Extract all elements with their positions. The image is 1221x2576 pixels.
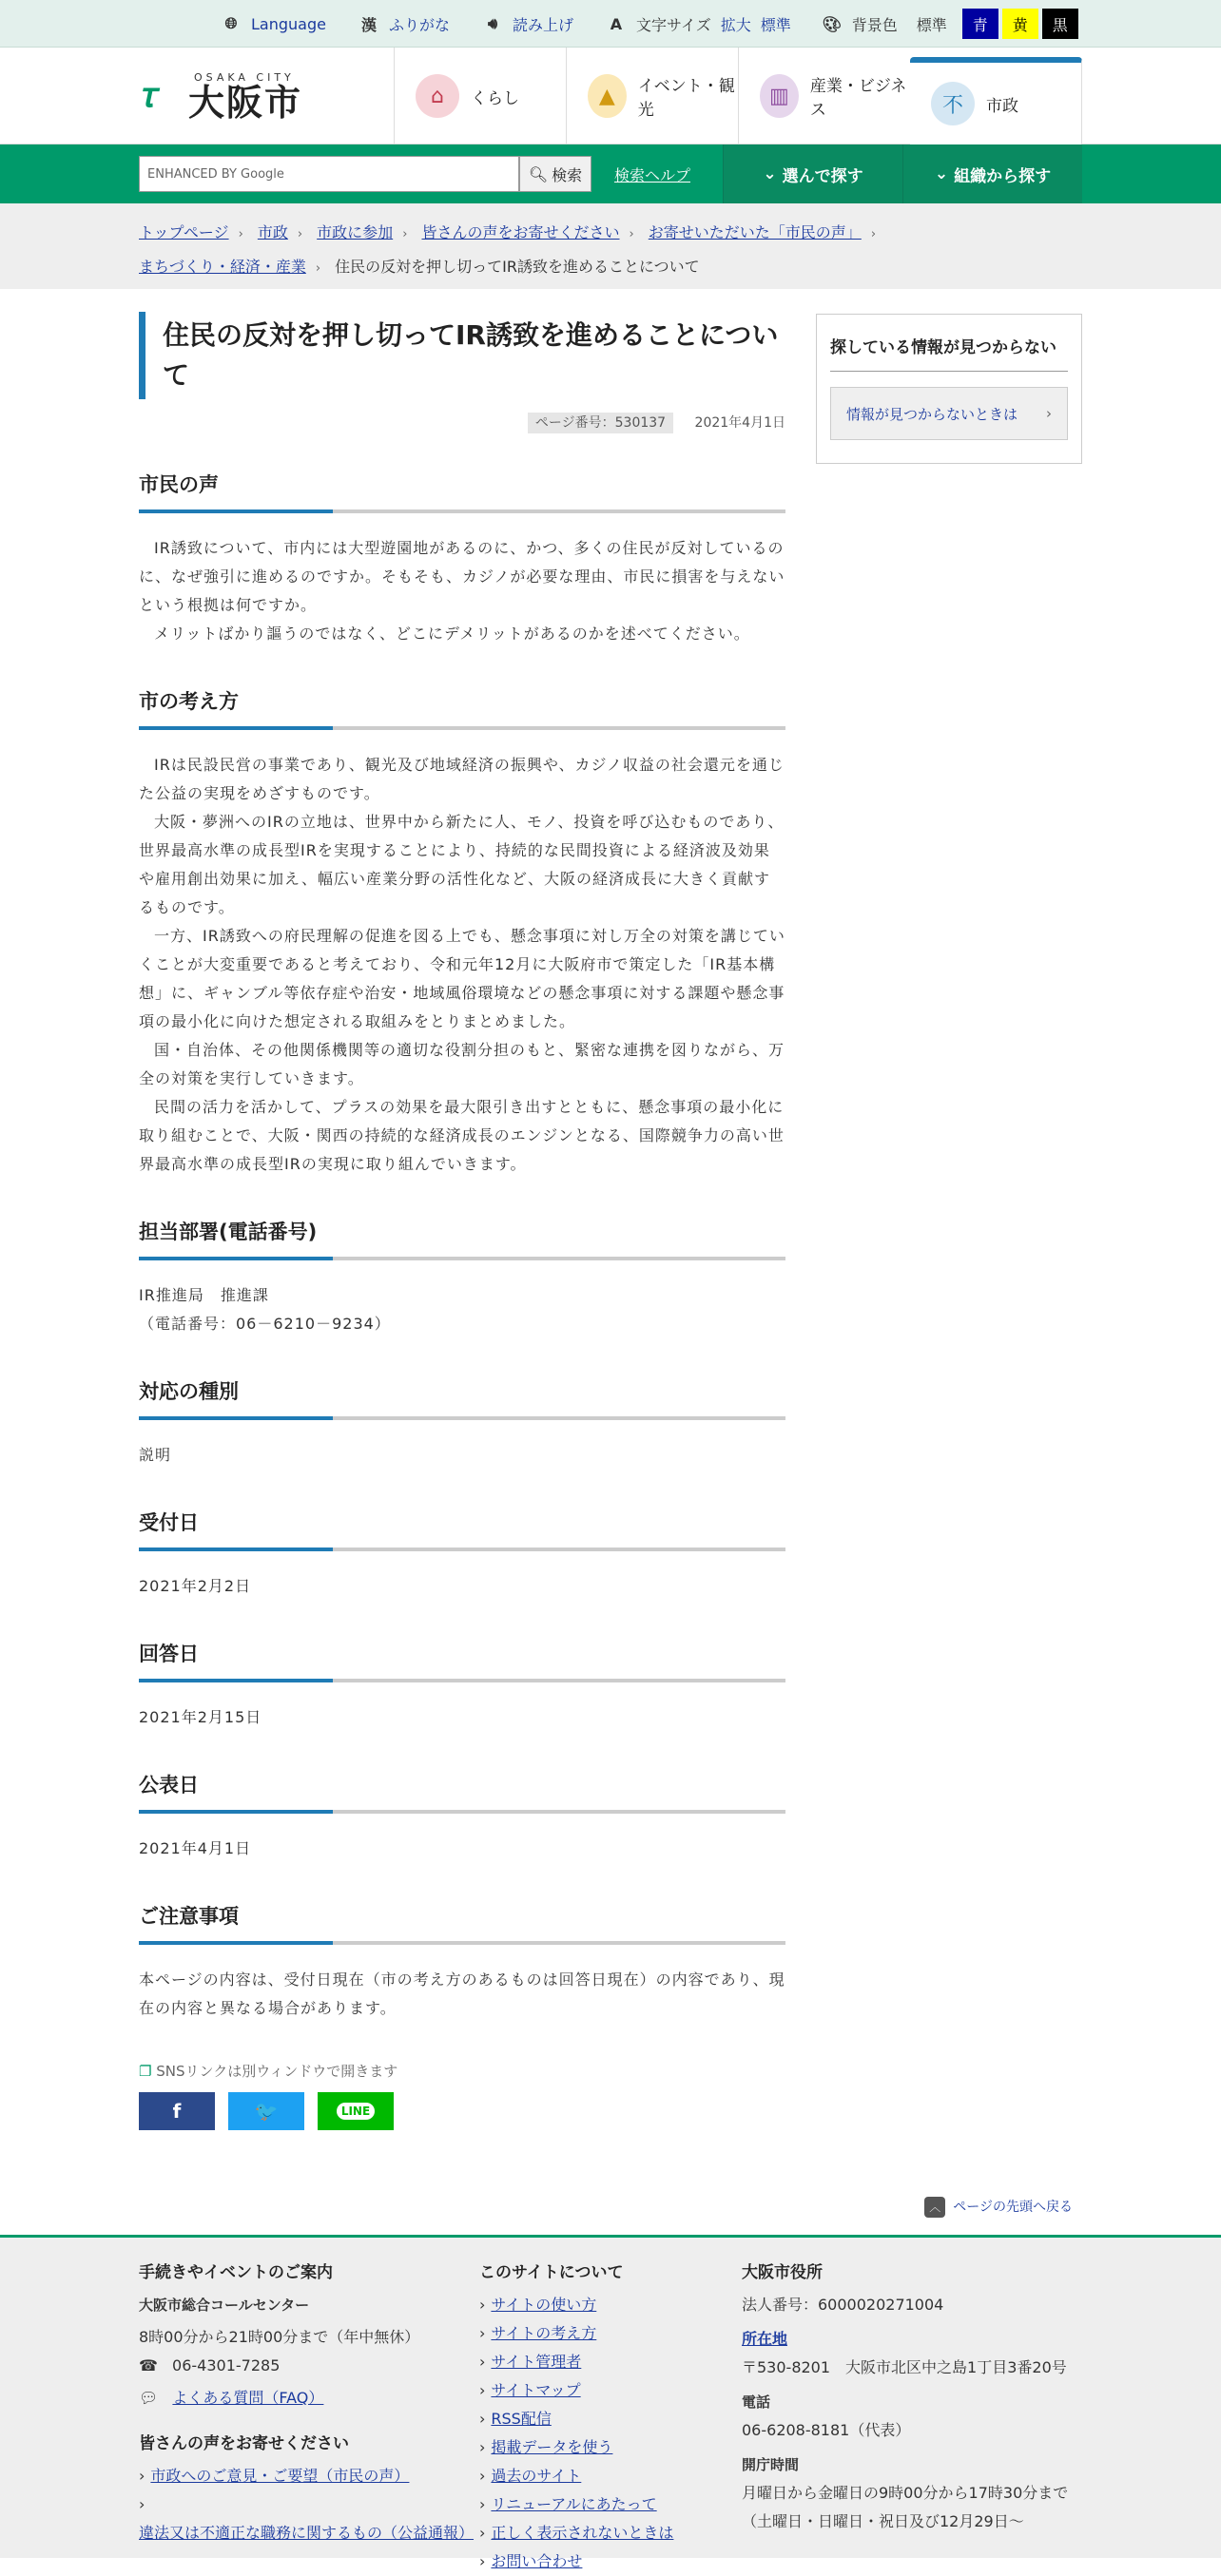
breadcrumb-link[interactable]: 市政に参加 [317, 223, 394, 241]
not-found-link[interactable] [830, 387, 1068, 440]
section-heading: 市の考え方 [139, 686, 785, 730]
search-placeholder: ENHANCED BY Google [147, 166, 284, 182]
published-date: 2021年4月1日 [139, 1839, 252, 1857]
facebook-share-button[interactable] [139, 2092, 215, 2130]
footer-heading: 大阪市役所 [742, 2263, 823, 2282]
line-icon: LINE [337, 2103, 375, 2120]
nav-label: 産業・ビジネス [809, 77, 907, 120]
site-logo[interactable] [139, 48, 386, 144]
content [139, 312, 785, 2130]
chevron-right-icon: › [870, 227, 877, 241]
phone-icon: ☎ [139, 2356, 158, 2374]
nav-shisei[interactable] [910, 57, 1082, 144]
chevron-right-icon: › [297, 227, 303, 241]
paragraph: 国・自治体、その他関係機関等の適切な役割分担のもと、緊密な連携を図りながら、万全の対策を実行していきます。 [139, 1041, 785, 1087]
bg-black-button[interactable]: 黒 [1042, 9, 1078, 39]
bg-blue-button[interactable]: 青 [962, 9, 998, 39]
department-name: IR推進局 推進課 [139, 1286, 269, 1304]
answered-date: 2021年2月15日 [139, 1708, 262, 1726]
footer-link[interactable]: リニューアルにあたって [491, 2495, 657, 2513]
building-icon: ▥ [760, 74, 799, 118]
call-center-phone: 06-4301-7285 [172, 2356, 281, 2374]
response-type: 説明 [139, 1446, 172, 1464]
language-icon: 🌐︎ [224, 14, 238, 32]
hours: 月曜日から金曜日の9時00分から17時30分まで [742, 2484, 1069, 2502]
dropdown-label: 選んで探す [782, 166, 863, 186]
nav-label: くらし [471, 88, 519, 108]
paragraph: メリットばかり謳うのではなく、どこにデメリットがあるのかを述べてください。 [154, 625, 750, 643]
page-date: 2021年4月1日 [694, 415, 785, 431]
read-aloud-link[interactable] [480, 11, 573, 36]
bg-standard-button[interactable]: 標準 [916, 15, 947, 34]
section-heading: 担当部署(電話番号) [139, 1217, 785, 1260]
address: 〒530-8201 大阪市北区中之島1丁目3番20号 [742, 2358, 1067, 2376]
breadcrumb-link[interactable]: トップページ [139, 223, 229, 241]
font-size-control [604, 11, 801, 36]
sns-note-text: SNSリンクは別ウィンドウで開きます [156, 2063, 398, 2080]
search-input[interactable] [139, 156, 519, 192]
footer-heading: このサイトについて [479, 2263, 624, 2282]
read-aloud-label: 読み上げ [512, 15, 573, 34]
furigana-label: ふりがな [388, 15, 450, 34]
language-link[interactable] [219, 11, 326, 36]
call-center-hours: 8時00分から21時00分まで（年中無休） [139, 2328, 420, 2346]
footer-heading: 手続きやイベントのご案内 [139, 2263, 333, 2282]
footer-link[interactable]: 正しく表示されないときは [491, 2524, 674, 2542]
language-label: Language [251, 14, 326, 33]
background-control [820, 9, 1078, 39]
call-center-name: 大阪市総合コールセンター [139, 2297, 310, 2314]
speaker-icon: 🔊︎ [487, 14, 498, 32]
footer-col-about [479, 2259, 742, 2576]
footer-heading: 皆さんの声をお寄せください [139, 2434, 349, 2453]
chevron-right-icon: › [315, 261, 321, 276]
to-top-label: ページの先頭へ戻る [953, 2200, 1073, 2215]
main [139, 289, 1082, 2130]
department-phone: （電話番号：06－6210－9234） [139, 1315, 391, 1333]
footer-link[interactable]: 掲載データを使う [491, 2438, 613, 2456]
breadcrumb-link[interactable]: まちづくり・経済・産業 [139, 258, 306, 276]
section-heading: 市民の声 [139, 470, 785, 513]
paragraph: 民間の活力を活かして、プラスの効果を最大限引き出すとともに、懸念事項の最小化に取り組むことで、大阪・関西の持続的な経済成長のエンジンとなる、国際競争力の高い世界最高水準の成長型IRの実現に取り組んでいきます。 [139, 1098, 785, 1173]
global-nav [394, 48, 1082, 144]
search-icon: 🔍︎ [528, 164, 549, 183]
footer-link[interactable]: 過去のサイト [491, 2467, 582, 2485]
section-heading: 回答日 [139, 1639, 785, 1682]
sidebar [816, 312, 1082, 2130]
search-button-label: 検索 [552, 165, 583, 184]
footer-link[interactable]: 違法又は不適正な職務に関するもの（公益通報） [139, 2524, 475, 2542]
citizen-voice [139, 534, 785, 648]
sns-buttons [139, 2092, 785, 2130]
sns-note [139, 2061, 785, 2081]
chevron-right-icon: › [402, 227, 408, 241]
footer-link[interactable]: お問い合わせ [491, 2552, 583, 2570]
footer-link[interactable]: サイトの考え方 [491, 2324, 597, 2342]
city-view [139, 751, 785, 1179]
event-icon: ▲ [588, 74, 627, 118]
search-help-link[interactable]: 検索ヘルプ [614, 165, 691, 184]
not-found-label: 情報が見つからないときは [846, 405, 1018, 423]
section-heading: ご注意事項 [139, 1901, 785, 1945]
chevron-down-icon: ⌄ [763, 164, 777, 183]
twitter-share-button[interactable] [228, 2092, 304, 2130]
logo-en: OSAKA CITY [194, 70, 295, 84]
sidebar-heading: 探している情報が見つからない [830, 334, 1068, 372]
line-share-button[interactable] [318, 2092, 394, 2130]
section-heading: 対応の種別 [139, 1376, 785, 1420]
furigana-link[interactable] [357, 11, 450, 36]
osaka-city-emblem-icon: 𝜏 [143, 76, 160, 115]
footer-col-cityhall [742, 2259, 1082, 2576]
chevron-down-icon: ⌄ [934, 164, 949, 183]
hours-note: （土曜日・日曜日・祝日及び12月29日～ [742, 2512, 1024, 2530]
paragraph: 大阪・夢洲へのIRの立地は、世界中から新たに人、モノ、投資を呼び込むものであり、世界最高水準の成長型IRを実現することにより、持続的な民間投資による経済波及効果や雇用創出効果に加え、幅広い産業分野の活性化など、大阪の経済成長に大きく貢献するものです。 [139, 813, 785, 916]
page-meta [139, 413, 785, 432]
tel: 06-6208-8181（代表） [742, 2421, 911, 2439]
hours-label: 開庁時間 [742, 2456, 800, 2473]
nav-label: 市政 [986, 96, 1018, 116]
house-icon: ⌂ [416, 74, 459, 118]
breadcrumb-current: 住民の反対を押し切ってIR誘致を進めることについて [335, 258, 700, 276]
received-date: 2021年2月2日 [139, 1577, 252, 1595]
nav-event[interactable] [566, 48, 738, 144]
external-window-icon: ❐ [139, 2063, 152, 2080]
chevron-right-icon: › [1046, 405, 1052, 422]
chevron-right-icon: › [629, 227, 634, 241]
org-search-dropdown[interactable] [902, 144, 1082, 203]
corporate-number: 法人番号：6000020271004 [742, 2296, 944, 2314]
font-large-button[interactable]: 拡大 [720, 15, 751, 34]
footer-link[interactable]: RSS配信 [491, 2410, 552, 2428]
footer-col-guide [139, 2259, 479, 2576]
utility-bar [0, 0, 1221, 48]
breadcrumb-link[interactable]: 市政 [257, 223, 288, 241]
nav-kurashi[interactable] [394, 48, 566, 144]
tel-label: 電話 [742, 2393, 771, 2411]
city-icon: 不 [931, 82, 975, 125]
section-heading: 受付日 [139, 1508, 785, 1551]
call-center-phone-row [139, 2352, 479, 2380]
choose-search-dropdown[interactable] [723, 144, 902, 203]
site-header [0, 48, 1221, 144]
paragraph: IRは民設民営の事業であり、観光及び地域経済の振興や、カジノ収益の社会還元を通じた公益の実現をめざすものです。 [139, 756, 785, 802]
nav-label: イベント・観光 [637, 77, 735, 120]
background-label: 背景色 [851, 15, 898, 34]
faq-row [139, 2384, 479, 2413]
breadcrumb-link[interactable]: 皆さんの声をお寄せください [421, 223, 620, 241]
breadcrumb-link[interactable]: お寄せいただいた「市民の声」 [648, 223, 862, 241]
department [139, 1281, 785, 1338]
page-number: ページ番号：530137 [528, 413, 673, 433]
font-size-icon: A [610, 14, 623, 33]
paragraph: IR誘致について、市内には大型遊園地があるのに、かつ、多くの住民が反対しているのに、なぜ強引に進めるのですか。そもそも、カジノが必要な理由、市民に損害を与えないという根拠は何ですか。 [139, 539, 785, 614]
furigana-icon: 漢 [360, 15, 377, 34]
font-standard-button[interactable]: 標準 [760, 15, 791, 34]
chevron-right-icon: › [238, 227, 243, 241]
footer-link[interactable]: サイトマップ [491, 2381, 581, 2399]
logo-ja: 大阪市 [188, 81, 303, 124]
faq-link[interactable]: よくある質問（FAQ） [172, 2389, 324, 2407]
footer-link[interactable]: 市政へのご意見・ご要望（市民の声） [150, 2467, 410, 2485]
twitter-icon: 🐦 [254, 2100, 279, 2123]
location-link[interactable]: 所在地 [742, 2330, 788, 2348]
font-size-label: 文字サイズ [636, 15, 711, 34]
footer-link[interactable]: サイトの使い方 [491, 2296, 597, 2314]
dropdown-label: 組織から探す [954, 166, 1052, 186]
not-found-box [816, 314, 1082, 464]
to-top-link[interactable] [139, 2197, 1082, 2218]
search-button[interactable] [519, 156, 591, 192]
chat-bubble-icon: 💬︎ [139, 2389, 159, 2407]
search-bar [0, 144, 1221, 203]
section-heading: 公表日 [139, 1770, 785, 1814]
notice-text: 本ページの内容は、受付日現在（市の考え方のあるものは回答日現在）の内容であり、現在の内容と異なる場合があります。 [139, 1970, 785, 2017]
footer-link[interactable]: サイト管理者 [491, 2353, 582, 2371]
page-title: 住民の反対を押し切ってIR誘致を進めることについて [139, 312, 785, 399]
bg-yellow-button[interactable]: 黄 [1002, 9, 1038, 39]
chevron-up-icon: ︿ [924, 2197, 945, 2218]
paragraph: 一方、IR誘致への府民理解の促進を図る上でも、懸念事項に対し万全の対策を講じていくことが大変重要であると考えており、令和元年12月に大阪府市で策定した「IR基本構想」に、ギャンブル等依存症や治安・地域風俗環境などの懸念事項に対する課題や懸念事項の最小化に向けた想定される取組みをとりまとめました。 [139, 927, 785, 1030]
palette-icon: 🎨︎ [822, 14, 842, 33]
nav-business[interactable] [738, 48, 910, 144]
facebook-icon: f [172, 2100, 182, 2123]
breadcrumb [0, 203, 1221, 289]
site-footer [0, 2235, 1221, 2570]
